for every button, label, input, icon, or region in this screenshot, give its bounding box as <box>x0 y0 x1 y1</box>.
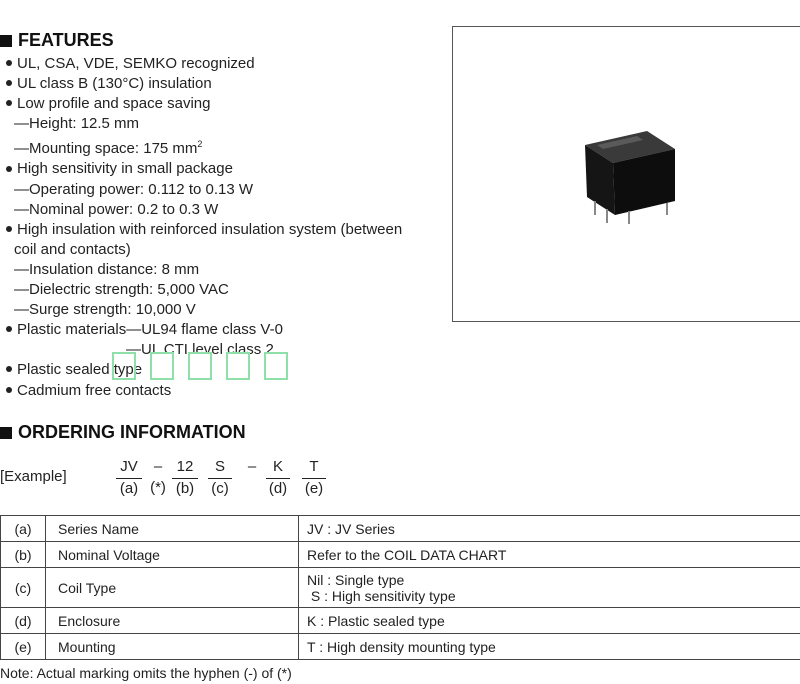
code-value: JV <box>120 458 138 475</box>
code-value: K <box>272 458 283 475</box>
row-key: (a) <box>1 516 46 542</box>
row-description <box>299 608 800 634</box>
row-description <box>299 568 800 608</box>
feature-text: Plastic materials—UL94 flame class V-0 <box>17 321 283 339</box>
row-name: Enclosure <box>46 608 299 634</box>
description-line: S : High sensitivity type <box>307 587 456 604</box>
bullet-dot-icon <box>6 226 12 232</box>
feature-item <box>4 300 402 320</box>
bullet-dot-icon <box>6 387 12 393</box>
example-code <box>148 458 168 499</box>
feature-text: —UL CTI level class 2 <box>126 341 274 359</box>
feature-text: —Insulation distance: 8 mm <box>14 260 200 278</box>
overlay-box <box>112 352 136 380</box>
feature-item <box>4 280 402 300</box>
example-label: [Example] <box>0 468 67 485</box>
row-key: (b) <box>1 542 46 568</box>
code-key: (c) <box>208 478 232 500</box>
code-value: – <box>247 458 257 475</box>
feature-text: UL class B (130°C) insulation <box>17 75 212 93</box>
example-code <box>244 458 260 499</box>
feature-text: UL, CSA, VDE, SEMKO recognized <box>17 55 255 72</box>
row-name: Series Name <box>46 516 299 542</box>
feature-text: —Surge strength: 10,000 V <box>14 301 196 319</box>
description-line: T : High density mounting type <box>307 638 496 655</box>
feature-text: High insulation with reinforced insulation system (between <box>17 220 403 238</box>
example-code <box>302 458 326 500</box>
feature-item <box>4 159 402 179</box>
features-heading <box>0 30 114 51</box>
bullet-dot-icon <box>6 80 12 86</box>
table-row <box>1 608 800 634</box>
example-code <box>208 458 232 500</box>
row-description <box>299 516 800 542</box>
feature-text: Cadmium free contacts <box>17 381 172 399</box>
feature-item <box>4 134 402 159</box>
bullet-dot-icon <box>6 60 12 66</box>
feature-text: —Dielectric strength: 5,000 VAC <box>14 281 229 299</box>
example-code <box>266 458 290 500</box>
feature-item <box>4 260 402 280</box>
table-row <box>1 568 800 608</box>
feature-item <box>4 381 402 401</box>
row-key: (d) <box>1 608 46 634</box>
ordering-note: Note: Actual marking omits the hyphen (-) of (*) <box>0 665 292 681</box>
row-name: Nominal Voltage <box>46 542 299 568</box>
row-name: Mounting <box>46 634 299 660</box>
feature-item <box>4 220 402 240</box>
code-key <box>244 478 260 499</box>
code-value: S <box>214 458 225 475</box>
bullet-dot-icon <box>6 366 12 372</box>
code-key: (a) <box>116 478 142 500</box>
overlay-box <box>188 352 212 380</box>
features-list <box>4 54 402 401</box>
code-value: T <box>309 458 319 475</box>
feature-text: —Nominal power: 0.2 to 0.3 W <box>14 200 219 218</box>
row-key: (c) <box>1 568 46 608</box>
feature-item <box>4 240 402 260</box>
feature-text: Plastic sealed type <box>17 361 143 379</box>
feature-item <box>4 320 402 340</box>
feature-item <box>4 54 402 74</box>
feature-text: coil and contacts) <box>14 240 131 258</box>
example-code <box>116 458 142 500</box>
row-description <box>299 542 800 568</box>
example-code <box>172 458 198 500</box>
features-heading-text: FEATURES <box>18 30 114 50</box>
bullet-dot-icon <box>6 166 12 172</box>
code-key: (*) <box>150 479 166 496</box>
feature-text: Low profile and space saving <box>17 95 211 113</box>
description-line: Nil : Single type <box>307 571 405 588</box>
table-row <box>1 516 800 542</box>
square-bullet-icon <box>0 427 12 439</box>
overlay-box <box>264 352 288 380</box>
feature-item <box>4 94 402 114</box>
feature-item <box>4 200 402 220</box>
feature-item <box>4 114 402 134</box>
row-name: Coil Type <box>46 568 299 608</box>
superscript: 2 <box>197 139 203 150</box>
product-photo <box>452 26 800 322</box>
row-description <box>299 634 800 660</box>
bullet-dot-icon <box>6 326 12 332</box>
ordering-table <box>0 515 800 660</box>
feature-text: —Mounting space: 175 mm <box>14 140 198 158</box>
table-row <box>1 634 800 660</box>
overlay-box <box>150 352 174 380</box>
code-key: (b) <box>172 478 198 500</box>
feature-item <box>4 74 402 94</box>
code-value: – <box>153 458 163 475</box>
table-row <box>1 542 800 568</box>
bullet-dot-icon <box>6 100 12 106</box>
feature-text: —Height: 12.5 mm <box>14 115 140 133</box>
feature-item <box>4 180 402 200</box>
code-key: (e) <box>302 478 326 500</box>
feature-text: High sensitivity in small package <box>17 160 233 178</box>
description-line: Refer to the COIL DATA CHART <box>307 546 507 563</box>
ordering-heading <box>0 422 246 443</box>
code-key: (d) <box>266 478 290 500</box>
description-line: K : Plastic sealed type <box>307 612 445 629</box>
overlay-box <box>226 352 250 380</box>
row-key: (e) <box>1 634 46 660</box>
square-bullet-icon <box>0 35 12 47</box>
code-value: 12 <box>176 458 194 475</box>
ordering-heading-text: ORDERING INFORMATION <box>18 422 246 442</box>
description-line: JV : JV Series <box>307 520 395 537</box>
feature-text: —Operating power: 0.112 to 0.13 W <box>14 180 254 198</box>
relay-image <box>577 123 687 233</box>
